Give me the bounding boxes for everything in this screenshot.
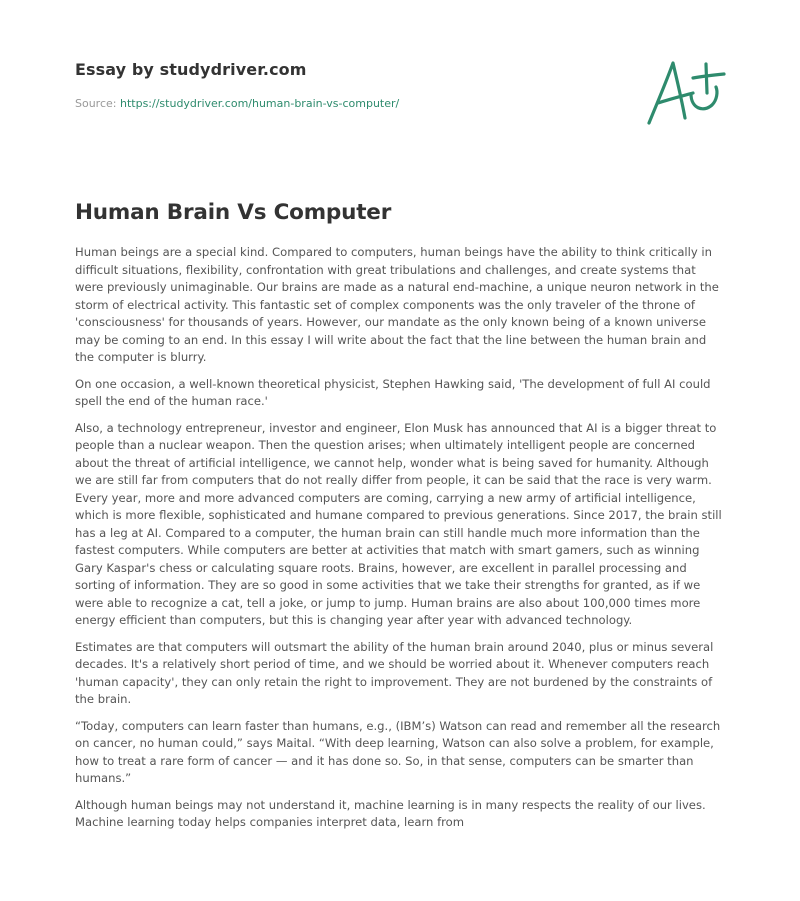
logo-plus-vertical — [706, 64, 707, 93]
source-link[interactable]: https://studydriver.com/human-brain-vs-computer/ — [120, 97, 400, 110]
site-title: Essay by studydriver.com — [75, 60, 307, 79]
logo-a-stroke — [649, 63, 685, 123]
essay-paragraph-6: Although human beings may not understand it, machine learning is in many respects the reality of our lives. Machine learning today helps companies interpret data, learn from — [75, 797, 706, 829]
source-label: Source: — [75, 97, 117, 110]
logo-underline-loop — [691, 87, 717, 109]
essay-title: Human Brain Vs Computer — [75, 200, 392, 225]
logo-a-crossbar — [658, 93, 693, 103]
essay-paragraph-5: “Today, computers can learn faster than humans, e.g., (IBM’s) Watson can read and remember all the research on cancer, no human could,” says Maital. “With deep learning, Watson can also solve a problem, for example, how to treat a rare form of cancer — and it has done so. So, in that sense, computers can be smarter than humans.” — [75, 718, 721, 785]
source-line — [75, 97, 399, 110]
essay-paragraph-4: Estimates are that computers will outsmart the ability of the human brain around 2040, plus or minus several decades. It's a relatively short period of time, and we should be worried about it. Whenever computers reach 'human capacity', they can only retain the right to improvement. They are not burdened by the constraints of the brain. — [75, 639, 714, 706]
essay-paragraph-3: Also, a technology entrepreneur, investor and engineer, Elon Musk has announced that AI is a bigger threat to people than a nuclear weapon. Then the question arises; when ultimately intelligent people are concerned about the threat of artificial intelligence, we cannot help, wonder what is being saved for humanity. Although we are still far from computers that do not really differ from people, it can be said that the race is very warm. Every year, more and more advanced computers are coming, carrying a new army of artificial intelligence, which is more flexible, sophisticated and humane compared to previous generations. Since 2017, the brain still has a leg at AI. Compared to a computer, the human brain can still handle much more information than the fastest computers. While computers are better at activities that match with smart gamers, such as winning Gary Kaspar's chess or calculating square roots. Brains, however, are excellent in parallel processing and sorting of information. They are so good in some activities that we take their strengths for granted, as if we were able to recognize a cat, tell a joke, or jump to jump. Human brains are also about 100,000 times more energy efficient than computers, but this is changing year after year with advanced technology. — [75, 420, 722, 627]
logo-plus-horizontal — [693, 74, 724, 78]
a-plus-logo-icon — [640, 56, 730, 128]
essay-paragraph-2: On one occasion, a well-known theoretical physicist, Stephen Hawking said, 'The development of full AI could spell the end of the human race.' — [75, 376, 711, 408]
essay-paragraph-1: Human beings are a special kind. Compared to computers, human beings have the ability to think critically in difficult situations, flexibility, confrontation with great tribulations and challenges, and create systems that were previously unimaginable. Our brains are made as a natural end-machine, a unique neuron network in the storm of electrical activity. This fantastic set of complex components was the only traveler of the throne of 'consciousness' for thousands of years. However, our mandate as the only known being of a known universe may be coming to an end. In this essay I will write about the fact that the line between the human brain and the computer is blurry. — [75, 245, 719, 364]
essay-body — [75, 244, 727, 841]
